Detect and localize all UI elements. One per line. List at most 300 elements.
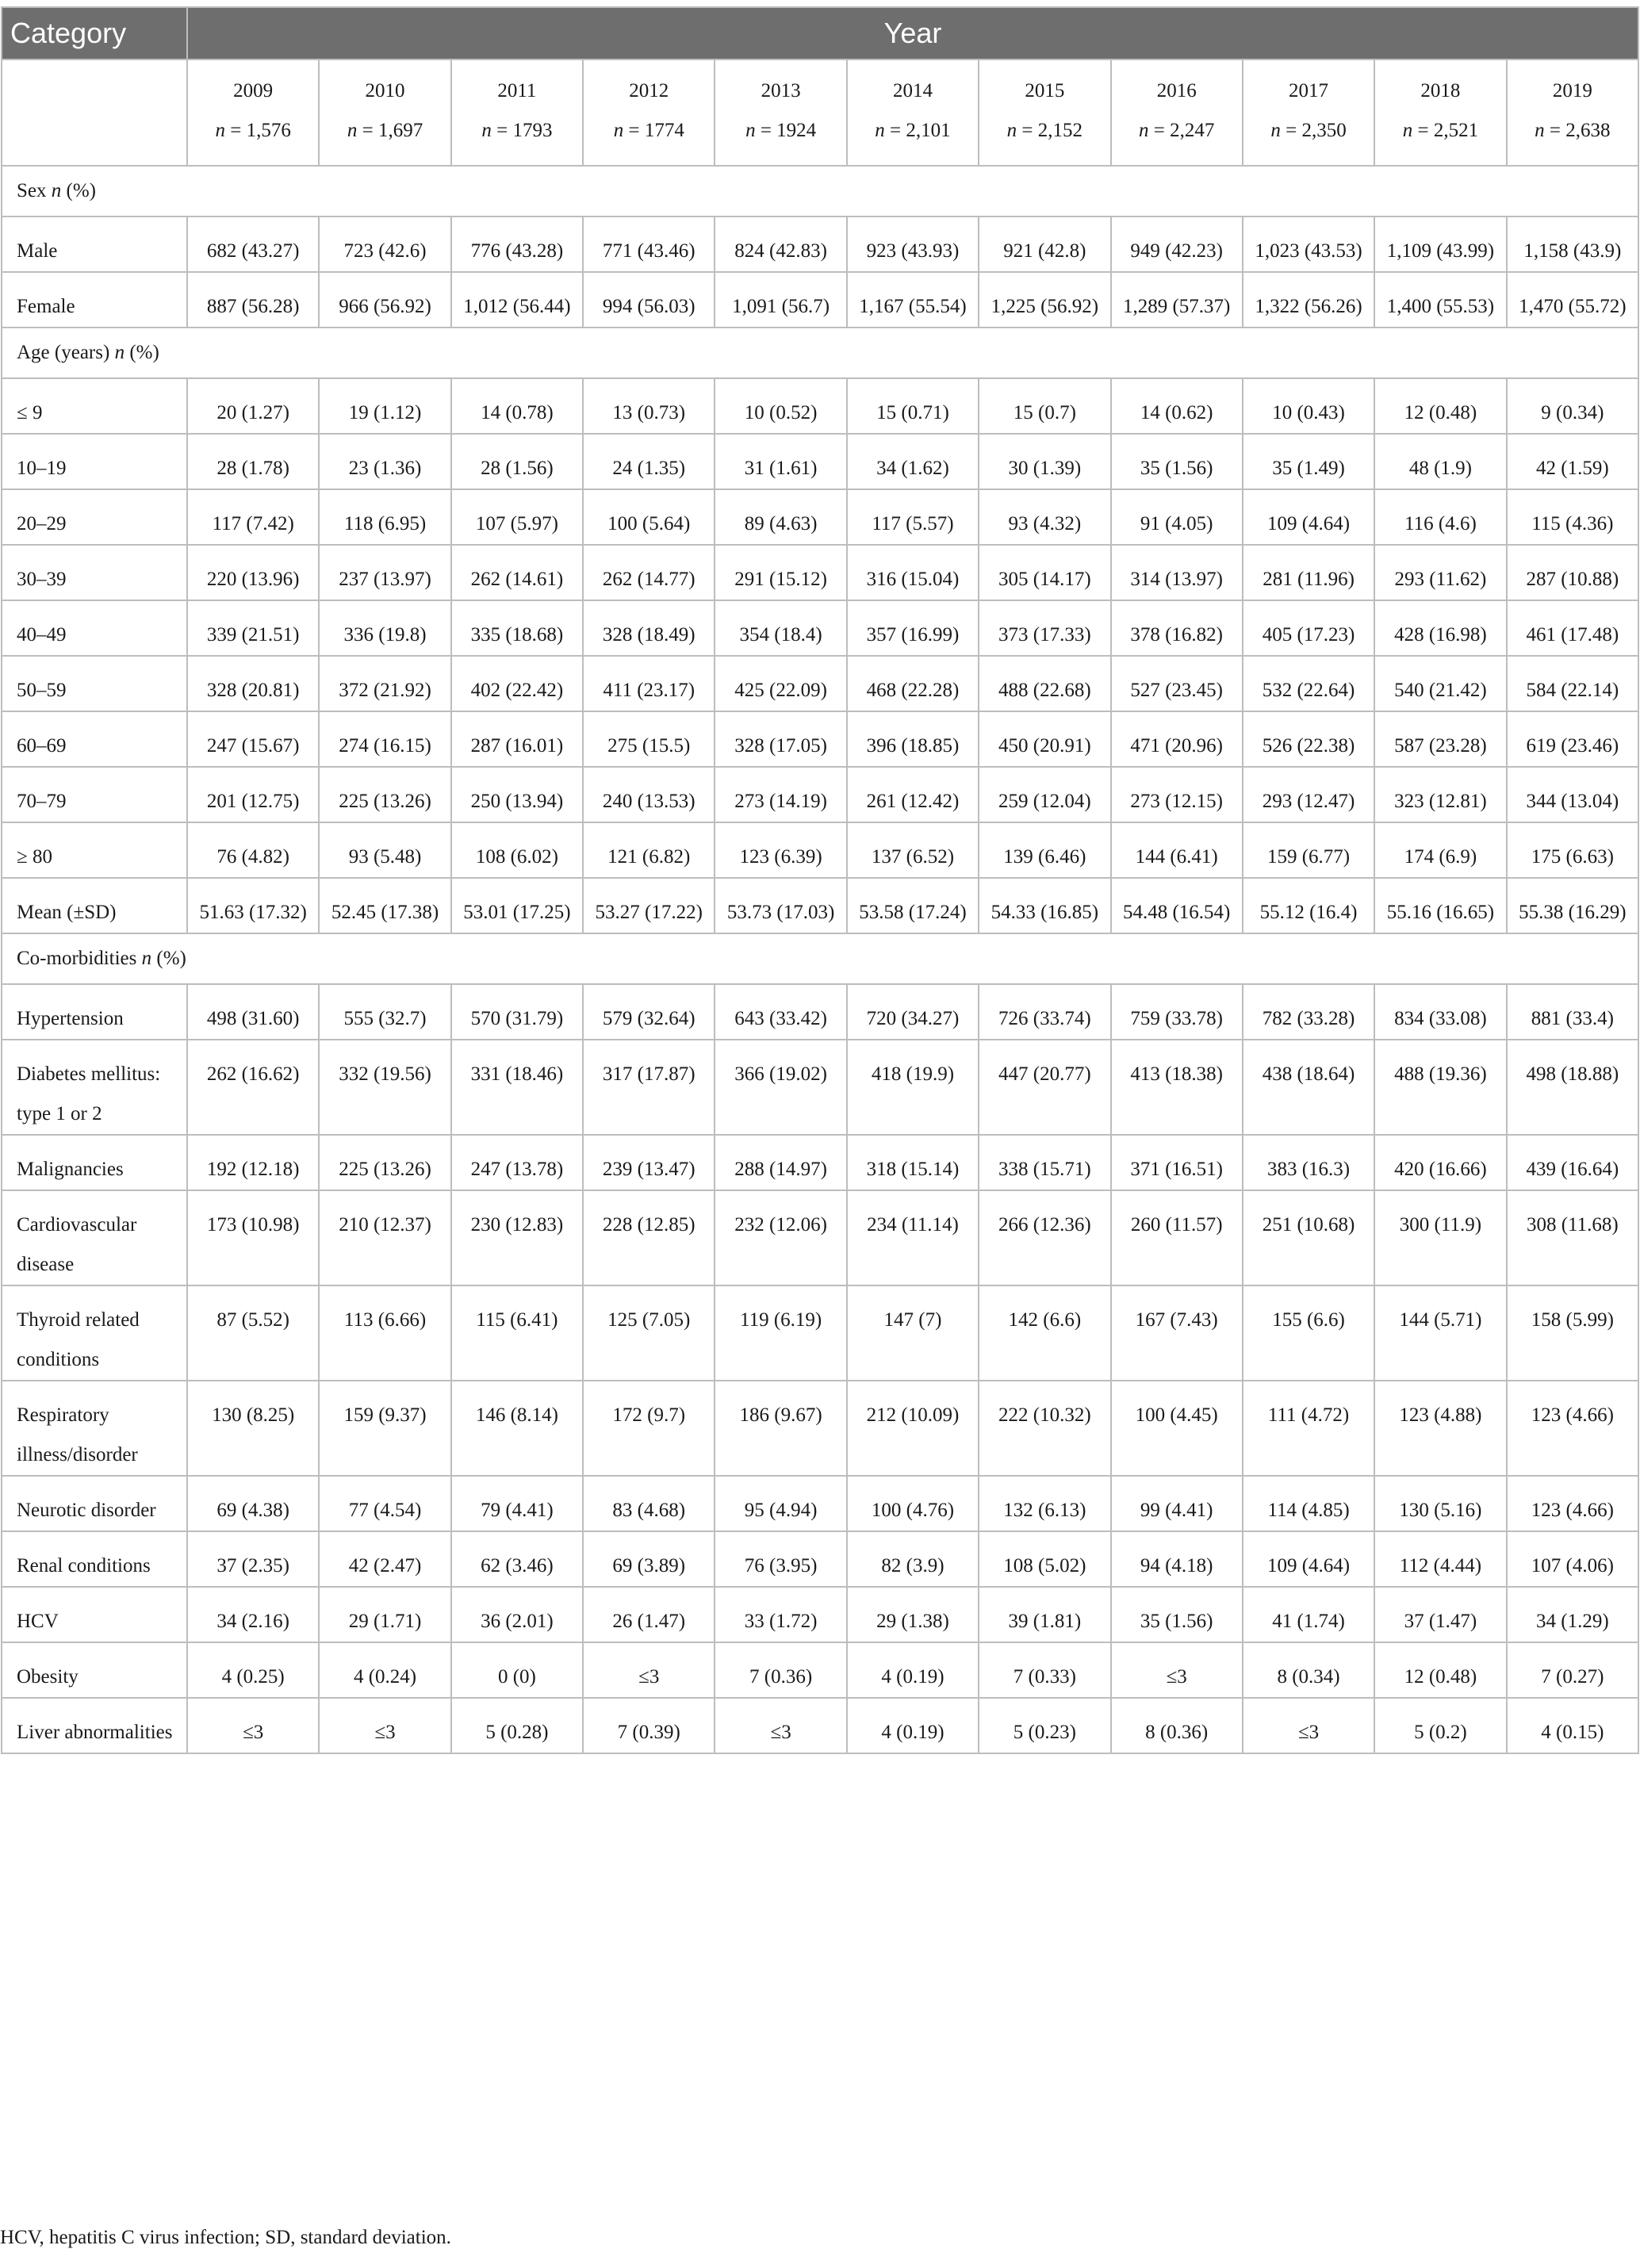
- table-cell: 281 (11.96): [1243, 545, 1374, 600]
- table-cell: 247 (13.78): [451, 1135, 583, 1190]
- table-cell: 5 (0.2): [1374, 1698, 1506, 1753]
- year-count: [1375, 111, 1505, 151]
- table-cell: 174 (6.9): [1374, 822, 1506, 878]
- year-column-header: [979, 59, 1110, 166]
- table-cell: 1,109 (43.99): [1374, 216, 1506, 272]
- equals-sign: =: [1148, 120, 1171, 141]
- year-column-header: [319, 59, 450, 166]
- table-cell: 317 (17.87): [583, 1040, 715, 1135]
- table-cell: 570 (31.79): [451, 984, 583, 1040]
- row-label: Renal conditions: [2, 1531, 187, 1587]
- table-cell: 776 (43.28): [451, 216, 583, 272]
- table-cell: 555 (32.7): [319, 984, 450, 1040]
- table-cell: 923 (43.93): [847, 216, 979, 272]
- year-label: 2016: [1156, 80, 1197, 102]
- table-cell: 262 (14.77): [583, 545, 715, 600]
- table-row: [2, 272, 1638, 328]
- table-cell: 527 (23.45): [1111, 656, 1243, 711]
- table-cell: 109 (4.64): [1243, 1531, 1374, 1587]
- table-cell: 4 (0.15): [1507, 1698, 1639, 1753]
- table-cell: 5 (0.23): [979, 1698, 1110, 1753]
- table-cell: 1,225 (56.92): [979, 272, 1110, 328]
- table-cell: 723 (42.6): [319, 216, 450, 272]
- year-row: [2, 59, 1638, 166]
- table-cell: 37 (1.47): [1374, 1587, 1506, 1642]
- table-cell: 759 (33.78): [1111, 984, 1243, 1040]
- n-value: 1,697: [377, 120, 423, 141]
- table-cell: 107 (4.06): [1507, 1531, 1639, 1587]
- table-cell: 69 (3.89): [583, 1531, 715, 1587]
- table-cell: 94 (4.18): [1111, 1531, 1243, 1587]
- table-cell: 192 (12.18): [187, 1135, 319, 1190]
- table-cell: 109 (4.64): [1243, 489, 1374, 545]
- table-cell: 425 (22.09): [715, 656, 846, 711]
- empty-cell: [2, 59, 187, 166]
- table-row: [2, 1285, 1638, 1381]
- table-cell: 824 (42.83): [715, 216, 846, 272]
- n-value: 2,638: [1565, 120, 1611, 141]
- table-cell: 123 (4.66): [1507, 1381, 1639, 1476]
- table-cell: 228 (12.85): [583, 1190, 715, 1285]
- table-cell: 117 (5.57): [847, 489, 979, 545]
- table-cell: 37 (2.35): [187, 1531, 319, 1587]
- table-cell: 53.01 (17.25): [451, 878, 583, 933]
- equals-sign: =: [755, 120, 777, 141]
- table-cell: 587 (23.28): [1374, 711, 1506, 767]
- table-cell: ≤3: [319, 1698, 450, 1753]
- table-cell: 220 (13.96): [187, 545, 319, 600]
- table-cell: 107 (5.97): [451, 489, 583, 545]
- row-label: 30–39: [2, 545, 187, 600]
- table-cell: 287 (16.01): [451, 711, 583, 767]
- table-cell: 112 (4.44): [1374, 1531, 1506, 1587]
- table-cell: 1,470 (55.72): [1507, 272, 1639, 328]
- table-cell: 144 (6.41): [1111, 822, 1243, 878]
- section-row: [2, 166, 1638, 216]
- row-label: Malignancies: [2, 1135, 187, 1190]
- table-cell: 54.48 (16.54): [1111, 878, 1243, 933]
- year-label: 2013: [761, 80, 801, 102]
- table-cell: 159 (9.37): [319, 1381, 450, 1476]
- row-label: 20–29: [2, 489, 187, 545]
- year-count: [1112, 111, 1242, 151]
- year-count: [1243, 111, 1374, 151]
- section-title: [2, 328, 1638, 378]
- table-cell: 239 (13.47): [583, 1135, 715, 1190]
- table-cell: 175 (6.63): [1507, 822, 1639, 878]
- table-cell: 118 (6.95): [319, 489, 450, 545]
- table-cell: ≤3: [1243, 1698, 1374, 1753]
- n-symbol: n: [46, 180, 62, 201]
- year-count: [320, 111, 450, 151]
- table-cell: 1,023 (43.53): [1243, 216, 1374, 272]
- table-cell: 526 (22.38): [1243, 711, 1374, 767]
- table-cell: 76 (4.82): [187, 822, 319, 878]
- n-symbol: n: [215, 120, 225, 141]
- section-title: [2, 933, 1638, 984]
- table-cell: 137 (6.52): [847, 822, 979, 878]
- table-cell: 77 (4.54): [319, 1476, 450, 1531]
- year-count: [1508, 111, 1638, 151]
- table-cell: 30 (1.39): [979, 434, 1110, 489]
- table-cell: 274 (16.15): [319, 711, 450, 767]
- table-cell: 378 (16.82): [1111, 600, 1243, 656]
- row-label: Male: [2, 216, 187, 272]
- table-cell: 173 (10.98): [187, 1190, 319, 1285]
- equals-sign: =: [884, 120, 906, 141]
- table-cell: 4 (0.19): [847, 1642, 979, 1698]
- table-cell: 7 (0.36): [715, 1642, 846, 1698]
- table-cell: 123 (4.66): [1507, 1476, 1639, 1531]
- table-cell: 13 (0.73): [583, 378, 715, 434]
- table-cell: 262 (16.62): [187, 1040, 319, 1135]
- table-cell: 461 (17.48): [1507, 600, 1639, 656]
- table-cell: 232 (12.06): [715, 1190, 846, 1285]
- year-column-header: [451, 59, 583, 166]
- table-cell: 41 (1.74): [1243, 1587, 1374, 1642]
- table-cell: 139 (6.46): [979, 822, 1110, 878]
- year-column-header: [715, 59, 846, 166]
- table-cell: 881 (33.4): [1507, 984, 1639, 1040]
- year-label: 2010: [365, 80, 405, 102]
- table-cell: 144 (5.71): [1374, 1285, 1506, 1381]
- row-label: Mean (±SD): [2, 878, 187, 933]
- table-cell: 142 (6.6): [979, 1285, 1110, 1381]
- equals-sign: =: [491, 120, 513, 141]
- table-cell: 1,322 (56.26): [1243, 272, 1374, 328]
- table-cell: 1,012 (56.44): [451, 272, 583, 328]
- table-cell: 10 (0.43): [1243, 378, 1374, 434]
- n-symbol: n: [481, 120, 492, 141]
- row-label: 50–59: [2, 656, 187, 711]
- table-row: [2, 984, 1638, 1040]
- year-label: 2018: [1420, 80, 1461, 102]
- year-count: [979, 111, 1109, 151]
- table-cell: 332 (19.56): [319, 1040, 450, 1135]
- table-row: [2, 1190, 1638, 1285]
- equals-sign: =: [1412, 120, 1434, 141]
- table-cell: 62 (3.46): [451, 1531, 583, 1587]
- equals-sign: =: [1017, 120, 1038, 141]
- table-cell: 123 (4.88): [1374, 1381, 1506, 1476]
- table-cell: 130 (5.16): [1374, 1476, 1506, 1531]
- table-cell: 720 (34.27): [847, 984, 979, 1040]
- table-cell: 260 (11.57): [1111, 1190, 1243, 1285]
- table-cell: 225 (13.26): [319, 1135, 450, 1190]
- table-cell: 42 (2.47): [319, 1531, 450, 1587]
- n-symbol: n: [1139, 120, 1149, 141]
- table-cell: 287 (10.88): [1507, 545, 1639, 600]
- table-cell: 55.38 (16.29): [1507, 878, 1639, 933]
- table-footnote: HCV, hepatitis C virus infection; SD, standard deviation.: [0, 2227, 451, 2248]
- table-cell: 19 (1.12): [319, 378, 450, 434]
- table-cell: 230 (12.83): [451, 1190, 583, 1285]
- table-cell: 100 (5.64): [583, 489, 715, 545]
- table-cell: 237 (13.97): [319, 545, 450, 600]
- equals-sign: =: [357, 120, 378, 141]
- table-header: [2, 7, 1638, 59]
- table-cell: 222 (10.32): [979, 1381, 1110, 1476]
- row-label: 10–19: [2, 434, 187, 489]
- table-cell: 36 (2.01): [451, 1587, 583, 1642]
- table-cell: 12 (0.48): [1374, 1642, 1506, 1698]
- table-cell: 305 (14.17): [979, 545, 1110, 600]
- table-cell: 39 (1.81): [979, 1587, 1110, 1642]
- table-row: [2, 822, 1638, 878]
- category-header: Category: [2, 7, 187, 59]
- table-cell: 7 (0.39): [583, 1698, 715, 1753]
- table-row: [2, 489, 1638, 545]
- table-cell: 450 (20.91): [979, 711, 1110, 767]
- table-row: [2, 1381, 1638, 1476]
- table-cell: 1,158 (43.9): [1507, 216, 1639, 272]
- table-cell: 15 (0.7): [979, 378, 1110, 434]
- table-cell: 447 (20.77): [979, 1040, 1110, 1135]
- table-cell: 186 (9.67): [715, 1381, 846, 1476]
- table-cell: 402 (22.42): [451, 656, 583, 711]
- table-cell: ≤3: [1111, 1642, 1243, 1698]
- table-cell: 212 (10.09): [847, 1381, 979, 1476]
- table-cell: 540 (21.42): [1374, 656, 1506, 711]
- n-symbol: n: [1270, 120, 1281, 141]
- table-cell: 834 (33.08): [1374, 984, 1506, 1040]
- table-cell: 261 (12.42): [847, 767, 979, 822]
- table-cell: 468 (22.28): [847, 656, 979, 711]
- data-table: [1, 6, 1639, 1754]
- table-cell: 82 (3.9): [847, 1531, 979, 1587]
- table-cell: 373 (17.33): [979, 600, 1110, 656]
- table-cell: 125 (7.05): [583, 1285, 715, 1381]
- n-symbol: n: [347, 120, 358, 141]
- n-symbol: n: [745, 120, 756, 141]
- table-cell: 413 (18.38): [1111, 1040, 1243, 1135]
- n-value: 1793: [512, 120, 553, 141]
- year-column-header: [1111, 59, 1243, 166]
- table-cell: 76 (3.95): [715, 1531, 846, 1587]
- table-cell: 318 (15.14): [847, 1135, 979, 1190]
- row-label: ≥ 80: [2, 822, 187, 878]
- table-cell: 159 (6.77): [1243, 822, 1374, 878]
- table-cell: 372 (21.92): [319, 656, 450, 711]
- table-cell: 921 (42.8): [979, 216, 1110, 272]
- table-cell: 14 (0.62): [1111, 378, 1243, 434]
- table-cell: 54.33 (16.85): [979, 878, 1110, 933]
- table-cell: 29 (1.38): [847, 1587, 979, 1642]
- table-row: [2, 1698, 1638, 1753]
- year-label: 2014: [892, 80, 933, 102]
- table-cell: 100 (4.45): [1111, 1381, 1243, 1476]
- table-cell: ≤3: [187, 1698, 319, 1753]
- table-row: [2, 711, 1638, 767]
- table-cell: 53.27 (17.22): [583, 878, 715, 933]
- table-cell: 532 (22.64): [1243, 656, 1374, 711]
- table-cell: 498 (31.60): [187, 984, 319, 1040]
- section-row: [2, 328, 1638, 378]
- table-cell: 34 (1.29): [1507, 1587, 1639, 1642]
- table-cell: 643 (33.42): [715, 984, 846, 1040]
- table-row: [2, 1040, 1638, 1135]
- table-cell: 35 (1.56): [1111, 1587, 1243, 1642]
- table-cell: 420 (16.66): [1374, 1135, 1506, 1190]
- table-cell: 411 (23.17): [583, 656, 715, 711]
- table-cell: 331 (18.46): [451, 1040, 583, 1135]
- table-cell: 201 (12.75): [187, 767, 319, 822]
- table-cell: 23 (1.36): [319, 434, 450, 489]
- table-cell: 20 (1.27): [187, 378, 319, 434]
- table-cell: 293 (12.47): [1243, 767, 1374, 822]
- row-label: 60–69: [2, 711, 187, 767]
- equals-sign: =: [623, 120, 645, 141]
- table-cell: 240 (13.53): [583, 767, 715, 822]
- table-cell: 123 (6.39): [715, 822, 846, 878]
- table-row: [2, 1642, 1638, 1698]
- n-symbol: n: [1402, 120, 1413, 141]
- year-count: [584, 111, 714, 151]
- table-cell: 405 (17.23): [1243, 600, 1374, 656]
- year-label: 2017: [1289, 80, 1329, 102]
- section-title-text: Age (years): [17, 342, 110, 363]
- table-cell: 266 (12.36): [979, 1190, 1110, 1285]
- table-cell: 344 (13.04): [1507, 767, 1639, 822]
- table-cell: 33 (1.72): [715, 1587, 846, 1642]
- table-cell: 1,091 (56.7): [715, 272, 846, 328]
- table-cell: 9 (0.34): [1507, 378, 1639, 434]
- table-cell: 584 (22.14): [1507, 656, 1639, 711]
- table-cell: 316 (15.04): [847, 545, 979, 600]
- row-label: Cardiovascular disease: [2, 1190, 187, 1285]
- row-label: 70–79: [2, 767, 187, 822]
- year-column-header: [1243, 59, 1374, 166]
- table-cell: 210 (12.37): [319, 1190, 450, 1285]
- table-cell: 0 (0): [451, 1642, 583, 1698]
- table-cell: 55.12 (16.4): [1243, 878, 1374, 933]
- table-cell: 354 (18.4): [715, 600, 846, 656]
- table-cell: 146 (8.14): [451, 1381, 583, 1476]
- table-cell: 336 (19.8): [319, 600, 450, 656]
- table-cell: 619 (23.46): [1507, 711, 1639, 767]
- table-cell: 115 (4.36): [1507, 489, 1639, 545]
- table-cell: 366 (19.02): [715, 1040, 846, 1135]
- table-cell: 328 (18.49): [583, 600, 715, 656]
- table-cell: 51.63 (17.32): [187, 878, 319, 933]
- table-cell: 225 (13.26): [319, 767, 450, 822]
- row-label: ≤ 9: [2, 378, 187, 434]
- table-cell: ≤3: [715, 1698, 846, 1753]
- n-value: 1,576: [246, 120, 291, 141]
- table-cell: 323 (12.81): [1374, 767, 1506, 822]
- table-cell: 471 (20.96): [1111, 711, 1243, 767]
- n-value: 2,101: [906, 120, 951, 141]
- table-cell: 1,167 (55.54): [847, 272, 979, 328]
- table-cell: 250 (13.94): [451, 767, 583, 822]
- table-cell: 34 (1.62): [847, 434, 979, 489]
- table-cell: 8 (0.36): [1111, 1698, 1243, 1753]
- table-cell: 994 (56.03): [583, 272, 715, 328]
- table-cell: 53.73 (17.03): [715, 878, 846, 933]
- row-label: Respiratory illness/disorder: [2, 1381, 187, 1476]
- table-cell: 172 (9.7): [583, 1381, 715, 1476]
- table-cell: 79 (4.41): [451, 1476, 583, 1531]
- table-cell: 418 (19.9): [847, 1040, 979, 1135]
- section-title-text: Co-morbidities: [17, 948, 137, 969]
- table-cell: 300 (11.9): [1374, 1190, 1506, 1285]
- section-suffix: (%): [125, 342, 159, 363]
- table-cell: 396 (18.85): [847, 711, 979, 767]
- row-label: Thyroid related conditions: [2, 1285, 187, 1381]
- table-cell: 7 (0.27): [1507, 1642, 1639, 1698]
- table-cell: 14 (0.78): [451, 378, 583, 434]
- table-cell: 949 (42.23): [1111, 216, 1243, 272]
- table-cell: 35 (1.56): [1111, 434, 1243, 489]
- table-cell: 155 (6.6): [1243, 1285, 1374, 1381]
- table-cell: 115 (6.41): [451, 1285, 583, 1381]
- table-cell: 259 (12.04): [979, 767, 1110, 822]
- table-cell: 1,289 (57.37): [1111, 272, 1243, 328]
- table-cell: 357 (16.99): [847, 600, 979, 656]
- row-label: Obesity: [2, 1642, 187, 1698]
- table-cell: 111 (4.72): [1243, 1381, 1374, 1476]
- table-cell: 682 (43.27): [187, 216, 319, 272]
- table-cell: 52.45 (17.38): [319, 878, 450, 933]
- table-cell: 488 (19.36): [1374, 1040, 1506, 1135]
- row-label: Female: [2, 272, 187, 328]
- table-row: [2, 1135, 1638, 1190]
- table-cell: 34 (2.16): [187, 1587, 319, 1642]
- table-cell: 10 (0.52): [715, 378, 846, 434]
- table-cell: 114 (4.85): [1243, 1476, 1374, 1531]
- table-cell: 291 (15.12): [715, 545, 846, 600]
- year-label: 2015: [1025, 80, 1065, 102]
- table-body: [2, 59, 1638, 1753]
- year-column-header: [1374, 59, 1506, 166]
- table-cell: 158 (5.99): [1507, 1285, 1639, 1381]
- year-count: [848, 111, 978, 151]
- table-cell: 314 (13.97): [1111, 545, 1243, 600]
- year-count: [715, 111, 845, 151]
- table-cell: 771 (43.46): [583, 216, 715, 272]
- table-cell: 8 (0.34): [1243, 1642, 1374, 1698]
- table-cell: 338 (15.71): [979, 1135, 1110, 1190]
- table-cell: 4 (0.19): [847, 1698, 979, 1753]
- table-cell: 12 (0.48): [1374, 378, 1506, 434]
- table-row: [2, 878, 1638, 933]
- table-cell: 383 (16.3): [1243, 1135, 1374, 1190]
- table-cell: 439 (16.64): [1507, 1135, 1639, 1190]
- table-cell: 247 (15.67): [187, 711, 319, 767]
- table-cell: 53.58 (17.24): [847, 878, 979, 933]
- table-cell: 288 (14.97): [715, 1135, 846, 1190]
- table-cell: 488 (22.68): [979, 656, 1110, 711]
- year-header: Year: [187, 7, 1638, 59]
- n-symbol: n: [109, 342, 125, 363]
- table-cell: 7 (0.33): [979, 1642, 1110, 1698]
- table-cell: 275 (15.5): [583, 711, 715, 767]
- year-column-header: [187, 59, 319, 166]
- table-cell: 966 (56.92): [319, 272, 450, 328]
- table-cell: 24 (1.35): [583, 434, 715, 489]
- table-cell: 147 (7): [847, 1285, 979, 1381]
- table-cell: 119 (6.19): [715, 1285, 846, 1381]
- table-cell: 87 (5.52): [187, 1285, 319, 1381]
- table-cell: 4 (0.25): [187, 1642, 319, 1698]
- table-cell: 116 (4.6): [1374, 489, 1506, 545]
- table-cell: 293 (11.62): [1374, 545, 1506, 600]
- equals-sign: =: [1280, 120, 1302, 141]
- table-cell: 428 (16.98): [1374, 600, 1506, 656]
- row-label: HCV: [2, 1587, 187, 1642]
- n-symbol: n: [613, 120, 624, 141]
- table-row: [2, 1476, 1638, 1531]
